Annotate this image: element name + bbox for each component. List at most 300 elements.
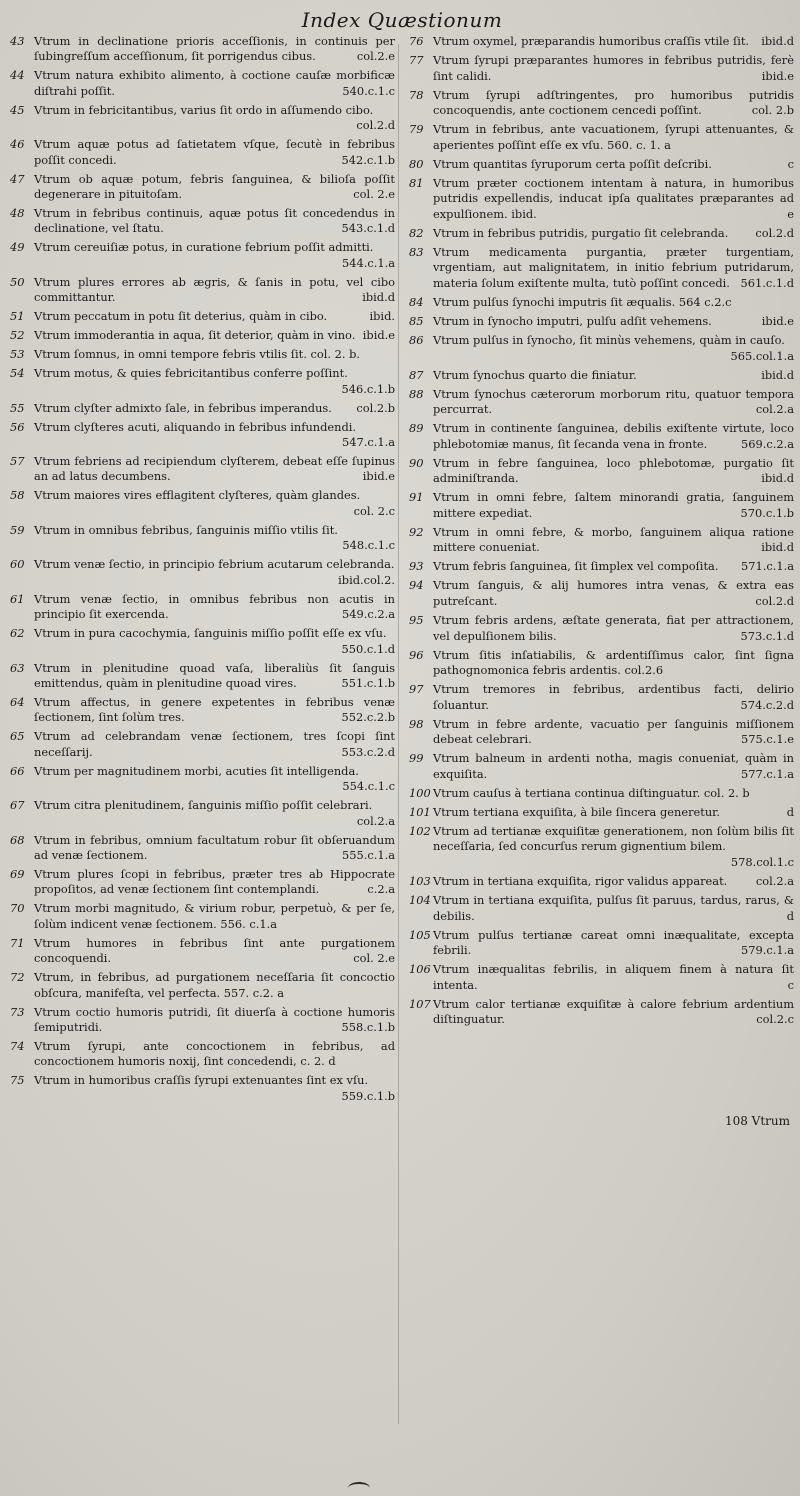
question-number: 87: [409, 367, 424, 382]
question-text: Vtrum in febre ſanguinea, loco phlebotomæ, purgatio ſit adminiſtranda.: [433, 455, 794, 486]
catchword: 108 Vtrum: [724, 1113, 790, 1128]
question-text: Vtrum ob aquæ potum, febris ſanguinea, & bilioſa poſſit degenerare in pituitoſam.: [34, 171, 395, 202]
page-reference: col. 2.c: [353, 503, 395, 518]
page-reference: col. 2.e: [353, 187, 395, 202]
page-reference: 551.c.1.b: [341, 675, 395, 690]
question-text-block: [34, 488, 395, 519]
page-reference: 548.c.1.c: [342, 538, 395, 553]
page-reference: 574.c.2.d: [740, 697, 794, 712]
question-entry: [10, 936, 395, 967]
question-number: 69: [10, 866, 25, 881]
question-number: 90: [409, 455, 424, 470]
question-text: Vtrum natura exhibito alimento, à coctione cauſæ morbificæ diſtrahi poſſit.: [34, 68, 395, 98]
question-text: Vtrum ad celebrandam venæ ſectionem, tres ſcopi ſint neceſſarij.: [34, 729, 395, 759]
question-text: Vtrum febriens ad recipiendum clyſterem, debeat eſſe ſupinus an ad latus decumbens.: [34, 454, 395, 484]
question-text: Vtrum in tertiana exquiſita, pulſus ſit paruus, tardus, rarus, & debilis.: [433, 893, 794, 923]
question-number: 99: [409, 751, 424, 766]
question-entry: [10, 764, 395, 795]
question-text-block: [433, 824, 794, 871]
page-reference: col. 2.e: [353, 951, 395, 966]
question-entry: [409, 717, 794, 748]
page-reference: ibid.e: [362, 469, 395, 484]
question-text: Vtrum pulſus tertianæ careat omni inæqualitate, excepta febrili.: [433, 927, 794, 958]
question-number: 72: [10, 970, 25, 985]
question-entry: [10, 488, 395, 519]
page-reference: ibid.d: [761, 540, 794, 555]
question-number: 66: [10, 763, 25, 778]
question-text: Vtrum aquæ potus ad ſatietatem vſque, ſecutè in febribus poſſit concedi.: [34, 137, 395, 167]
question-text: Vtrum in declinatione prioris acceſſionis, in continuis per ſubingreſſum acceſſionum, ſit porrigendus cibus.: [34, 34, 395, 64]
question-text: Vtrum venæ ſectio, in principio febrium acutarum celebranda.: [34, 557, 395, 572]
question-text: Vtrum plures errores ab ægris, & ſanis in potu, vel cibo committantur.: [34, 274, 395, 305]
index-columns: [10, 34, 794, 1108]
question-entry: [10, 366, 395, 397]
question-number: 43: [10, 34, 25, 48]
question-text-block: [433, 893, 794, 924]
question-number: 104: [409, 893, 431, 908]
question-entry: [10, 275, 395, 306]
page-reference: 549.c.2.a: [341, 607, 395, 622]
question-text: Vtrum motus, & quies febricitantibus conferre poſſint.: [34, 366, 348, 381]
question-text-block: [433, 962, 794, 993]
question-entry: [10, 901, 395, 932]
question-entry: [10, 328, 395, 343]
question-text: Vtrum clyſteres acuti, aliquando in febribus infundendi.: [34, 419, 357, 434]
question-text-block: [433, 53, 794, 84]
question-number: 106: [409, 962, 431, 977]
question-text: Vtrum in febribus putridis, purgatio ſit celebranda.: [433, 225, 729, 240]
question-text-block: [433, 928, 794, 959]
question-entry: [10, 798, 395, 829]
question-number: 98: [409, 716, 424, 731]
question-entry: [10, 309, 395, 324]
question-entry: [409, 962, 794, 993]
question-text-block: [34, 328, 395, 343]
page-reference: 578.col.1.c: [730, 855, 794, 870]
question-text: Vtrum venæ ſectio, in omnibus febribus non acutis in principio ſit exercenda.: [34, 591, 395, 622]
question-entry: [10, 347, 395, 362]
question-number: 74: [10, 1038, 25, 1053]
question-text: Vtrum ſyrupi, ante concoctionem in febribus, ad concoctionem humoris noxij, ſint concedendi, c. 2. d: [34, 1038, 395, 1069]
question-number: 82: [409, 225, 424, 240]
page-reference: 558.c.1.b: [341, 1019, 395, 1034]
question-text: Vtrum in plenitudine quoad vaſa, liberaliùs ſit ſanguis emittendus, quàm in plenitudine quoad vires.: [34, 660, 395, 690]
question-text-block: [34, 626, 395, 657]
question-text: Vtrum ad tertianæ exquiſitæ generationem, non ſolùm bilis ſit neceſſaria, ſed concurſus rerum gignentium bilem.: [433, 823, 794, 854]
question-number: 101: [409, 804, 431, 819]
question-number: 73: [10, 1004, 25, 1019]
question-text: Vtrum quantitas ſyruporum certa poſſit deſcribi.: [433, 156, 712, 171]
question-text: Vtrum in tertiana exquiſita, rigor validus appareat.: [433, 874, 728, 889]
page-reference: 555.c.1.a: [341, 847, 395, 862]
question-number: 55: [10, 400, 25, 415]
question-entry: [10, 420, 395, 451]
question-entry: [409, 34, 794, 50]
question-text-block: [34, 420, 395, 451]
question-text-block: [433, 997, 794, 1028]
question-text-block: [34, 103, 395, 134]
question-text-block: [34, 523, 395, 554]
question-number: 85: [409, 314, 424, 329]
question-text: Vtrum in febribus, ante vacuationem, ſyrupi attenuantes, & aperientes poſſint eſſe ex vſu. 560. c. 1. a: [433, 122, 794, 152]
question-text-block: [433, 874, 794, 890]
question-text: Vtrum, in febribus, ad purgationem neceſſaria ſit concoctio obſcura, manifeſta, vel perfecta. 557. c.2. a: [34, 970, 395, 1000]
question-text: Vtrum in ſynocho imputri, pulſu adſit vehemens.: [433, 314, 712, 329]
question-text: Vtrum ſomnus, in omni tempore febris vtilis ſit. col. 2. b.: [34, 347, 360, 362]
question-text-block: [433, 805, 794, 821]
page-reference: 552.c.2.b: [341, 710, 395, 725]
question-entry: [10, 867, 395, 898]
question-entry: [10, 626, 395, 657]
question-number: 89: [409, 421, 424, 436]
question-entry: [10, 34, 395, 65]
page-reference: 542.c.1.b: [341, 152, 395, 167]
question-text: Vtrum citra plenitudinem, ſanguinis miſſio poſſit celebrari.: [34, 798, 373, 813]
page-reference: c.2.a: [367, 882, 395, 897]
question-text: Vtrum præter coctionem intentam à natura, in humoribus putridis expellendis, inducat ipſa qualitates præparantes ad expulſionem. ibid.: [433, 175, 794, 221]
column-divider: [398, 44, 399, 1424]
page-reference: d: [786, 908, 794, 923]
page-reference: d: [786, 804, 794, 819]
question-text-block: [433, 456, 794, 487]
question-number: 100: [409, 785, 431, 800]
question-number: 79: [409, 122, 424, 137]
question-text-block: [34, 936, 395, 967]
question-text-block: [433, 578, 794, 609]
question-text-block: [433, 648, 794, 679]
page-reference: 547.c.1.a: [341, 435, 395, 450]
question-text-block: [433, 295, 794, 311]
page-reference: col.2.a: [755, 874, 794, 889]
question-entry: [409, 928, 794, 959]
question-text-block: [433, 157, 794, 173]
page-reference: col.2.d: [356, 118, 395, 133]
question-text: Vtrum in omni febre, & morbo, ſanguinem aliqua ratione mittere conueniat.: [433, 524, 794, 555]
page-reference: 540.c.1.c: [342, 83, 395, 98]
page-reference: 569.c.2.a: [740, 436, 794, 451]
question-number: 94: [409, 578, 424, 593]
question-text-block: [433, 717, 794, 748]
question-entry: [409, 648, 794, 679]
question-text: Vtrum ſynochus quarto die finiatur.: [433, 367, 637, 382]
question-number: 65: [10, 729, 25, 744]
page-reference: col.2.c: [756, 1012, 794, 1027]
question-number: 86: [409, 333, 424, 347]
question-text-block: [34, 695, 395, 726]
question-number: 96: [409, 647, 424, 662]
question-number: 83: [409, 244, 424, 259]
question-entry: [409, 682, 794, 713]
question-entry: [409, 387, 794, 418]
page-reference: 561.c.1.d: [740, 276, 794, 291]
question-text: Vtrum peccatum in potu ſit deterius, quàm in cibo.: [34, 309, 328, 324]
question-text-block: [34, 867, 395, 898]
question-entry: [409, 368, 794, 384]
question-text-block: [34, 1005, 395, 1036]
question-text: Vtrum in continente ſanguinea, debilis exiſtente virtute, loco phlebotomiæ manus, ſit ſecanda vena in fronte.: [433, 421, 794, 451]
question-number: 61: [10, 591, 25, 606]
question-entry: [409, 157, 794, 173]
question-text: Vtrum in humoribus craſſis ſyrupi extenuantes ſint ex vſu.: [34, 1073, 369, 1088]
page-reference: ibid.d: [761, 367, 794, 382]
question-number: 58: [10, 488, 25, 503]
question-entry: [10, 695, 395, 726]
question-number: 91: [409, 490, 424, 505]
question-text-block: [34, 347, 395, 362]
question-text: Vtrum ſyrupi adſtringentes, pro humoribus putridis concoquendis, ante coctionem cencedi poſſint.: [433, 87, 794, 118]
question-text-block: [433, 226, 794, 242]
question-text-block: [34, 592, 395, 623]
question-text: Vtrum ſyrupi præparantes humores in febribus putridis, ferè ſint calidi.: [433, 52, 794, 83]
question-text-block: [34, 833, 395, 864]
question-text: Vtrum in pura cacochymia, ſanguinis miſſio poſſit eſſe ex vſu.: [34, 626, 387, 641]
question-entry: [10, 833, 395, 864]
question-entry: [409, 525, 794, 556]
question-entry: [409, 578, 794, 609]
question-text-block: [433, 387, 794, 418]
page-reference: ibid.e: [761, 314, 794, 329]
question-entry: [409, 874, 794, 890]
question-number: 93: [409, 559, 424, 574]
question-text-block: [34, 401, 395, 416]
page-reference: 575.c.1.e: [741, 732, 794, 747]
question-number: 84: [409, 295, 424, 310]
question-entry: [10, 592, 395, 623]
page-title: Index Quæstionum: [301, 8, 503, 32]
question-text: Vtrum tertiana exquiſita, à bile ſincera generetur.: [433, 804, 720, 819]
question-entry: [409, 456, 794, 487]
question-number: 88: [409, 386, 424, 401]
page-reference: 559.c.1.b: [341, 1088, 395, 1103]
page-reference: col. 2.b: [751, 103, 794, 118]
question-text-block: [433, 421, 794, 452]
question-number: 105: [409, 927, 431, 942]
question-text-block: [34, 172, 395, 203]
question-number: 67: [10, 798, 25, 813]
question-text-block: [34, 68, 395, 99]
question-text: Vtrum balneum in ardenti notha, magis conueniat, quàm in exquiſita.: [433, 751, 794, 781]
question-text: Vtrum in febre ardente, vacuatio per ſanguinis miſſionem debeat celebrari.: [433, 716, 794, 747]
question-text-block: [433, 88, 794, 119]
question-text-block: [34, 240, 395, 271]
question-text: Vtrum coctio humoris putridi, ſit diuerſa à coctione humoris ſemiputridi.: [34, 1004, 395, 1034]
page-fold-mark: [348, 1482, 370, 1494]
question-number: 57: [10, 454, 25, 469]
question-number: 45: [10, 102, 25, 117]
page-reference: col.2.b: [356, 400, 395, 415]
question-number: 77: [409, 52, 424, 67]
question-entry: [10, 137, 395, 168]
question-number: 81: [409, 175, 424, 190]
question-entry: [10, 557, 395, 588]
question-text-block: [433, 490, 794, 521]
question-text-block: [34, 970, 395, 1001]
question-entry: [409, 613, 794, 644]
question-number: 44: [10, 68, 25, 83]
question-text-block: [34, 309, 395, 324]
question-number: 64: [10, 694, 25, 709]
question-number: 76: [409, 34, 424, 48]
page-reference: 546.c.1.b: [341, 381, 395, 396]
page-reference: col.2.d: [755, 225, 794, 240]
page-reference: e: [787, 206, 794, 221]
left-column: [10, 34, 399, 1108]
question-number: 53: [10, 347, 25, 362]
page-reference: 553.c.2.d: [341, 744, 395, 759]
question-entry: [409, 751, 794, 782]
question-number: 63: [10, 660, 25, 675]
question-text-block: [34, 557, 395, 588]
question-entry: [409, 559, 794, 575]
question-entry: [409, 490, 794, 521]
question-text-block: [34, 661, 395, 692]
question-number: 48: [10, 206, 25, 221]
page-reference: 570.c.1.b: [740, 505, 794, 520]
page-reference: ibid.d: [761, 471, 794, 486]
page-reference: 571.c.1.a: [740, 559, 794, 574]
question-text-block: [34, 275, 395, 306]
question-text: Vtrum medicamenta purgantia, præter turgentiam, vrgentiam, aut malignitatem, in initio febrium putridarum, materia ſolum exiſtente multa, tutò poſſint concedi.: [433, 244, 794, 291]
question-text-block: [34, 366, 395, 397]
question-text-block: [433, 525, 794, 556]
question-text-block: [433, 613, 794, 644]
question-text: Vtrum inæqualitas febrilis, in aliquem finem à natura ſit intenta.: [433, 962, 794, 992]
question-number: 107: [409, 996, 431, 1011]
page-reference: col.2.a: [356, 813, 395, 828]
right-column: [409, 34, 794, 1108]
question-number: 49: [10, 240, 25, 255]
question-text: Vtrum humores in febribus ſint ante purgationem concoquendi.: [34, 935, 395, 966]
page-reference: col.2.d: [755, 594, 794, 609]
question-text: Vtrum in febribus continuis, aquæ potus ſit concedendus in declinatione, vel ſtatu.: [34, 206, 395, 236]
question-entry: [409, 893, 794, 924]
question-text: Vtrum in febricitantibus, varius ſit ordo in aſſumendo cibo.: [34, 102, 374, 117]
question-number: 78: [409, 87, 424, 102]
page-reference: 573.c.1.d: [740, 628, 794, 643]
question-number: 75: [10, 1073, 25, 1088]
question-number: 92: [409, 524, 424, 539]
question-text: Vtrum cauſus à tertiana continua diſtinguatur. col. 2. b: [433, 785, 750, 800]
question-entry: [409, 824, 794, 871]
question-text-block: [433, 333, 794, 364]
question-text: Vtrum pulſus in ſynocho, ſit minùs vehemens, quàm in cauſo.: [433, 333, 785, 347]
page-reference: ibid.col.2.: [338, 572, 395, 587]
question-number: 102: [409, 823, 431, 838]
page-reference: ibid.: [369, 309, 395, 324]
question-text-block: [433, 34, 794, 50]
question-text-block: [34, 206, 395, 237]
question-number: 56: [10, 419, 25, 434]
question-text-block: [433, 682, 794, 713]
page-reference: c: [787, 156, 794, 171]
question-entry: [10, 103, 395, 134]
question-text-block: [34, 34, 395, 65]
question-text-block: [433, 122, 794, 153]
question-text-block: [433, 245, 794, 292]
question-text: Vtrum oxymel, præparandis humoribus craſſis vtile ſit.: [433, 34, 750, 48]
question-text: Vtrum ſitis inſatiabilis, & ardentiſſimus calor, ſint ſigna pathognomonica febris ardentis. col.2.6: [433, 647, 794, 678]
question-number: 50: [10, 274, 25, 289]
question-entry: [409, 176, 794, 223]
question-entry: [409, 245, 794, 292]
question-number: 62: [10, 626, 25, 641]
question-number: 47: [10, 171, 25, 186]
page-reference: ibid.d: [761, 34, 794, 48]
question-text: Vtrum ſanguis, & alij humores intra venas, & extra eas putreſcant.: [433, 578, 794, 609]
question-entry: [10, 1005, 395, 1036]
page-reference: 554.c.1.c: [342, 779, 395, 794]
question-entry: [409, 314, 794, 330]
question-entry: [409, 805, 794, 821]
question-entry: [10, 240, 395, 271]
question-text: Vtrum maiores vires efflagitent clyſteres, quàm glandes.: [34, 488, 361, 503]
question-entry: [10, 172, 395, 203]
question-entry: [10, 1039, 395, 1070]
question-number: 59: [10, 522, 25, 537]
question-entry: [409, 53, 794, 84]
question-entry: [409, 295, 794, 311]
question-text: Vtrum in febribus, omnium facultatum robur ſit obſeruandum ad venæ ſectionem.: [34, 832, 395, 862]
question-entry: [10, 523, 395, 554]
question-text: Vtrum clyſter admixto ſale, in febribus imperandus.: [34, 400, 332, 415]
page-reference: 565.col.1.a: [730, 348, 794, 363]
question-text-block: [433, 314, 794, 330]
question-entry: [409, 997, 794, 1028]
question-number: 97: [409, 682, 424, 697]
page-reference: ibid.e: [761, 68, 794, 83]
question-number: 103: [409, 874, 431, 889]
question-entry: [10, 1073, 395, 1104]
question-text: Vtrum pulſus ſynochi imputris ſit æqualis. 564 c.2.c: [433, 295, 732, 310]
question-number: 52: [10, 328, 25, 343]
question-text-block: [34, 764, 395, 795]
question-entry: [409, 333, 794, 364]
question-text-block: [34, 1039, 395, 1070]
question-number: 68: [10, 832, 25, 847]
question-text: Vtrum febris ardens, æſtate generata, fiat per attractionem, vel depulſionem bilis.: [433, 613, 794, 643]
question-entry: [409, 226, 794, 242]
question-number: 46: [10, 137, 25, 152]
question-entry: [409, 122, 794, 153]
question-entry: [10, 454, 395, 485]
question-text-block: [433, 751, 794, 782]
question-number: 70: [10, 901, 25, 916]
question-entry: [10, 206, 395, 237]
question-text: Vtrum morbi magnitudo, & virium robur, perpetuò, & per ſe, ſolùm indicent venæ ſectionem. 556. c.1.a: [34, 901, 395, 931]
question-text: Vtrum febris ſanguinea, ſit ſimplex vel compoſita.: [433, 559, 719, 574]
question-number: 54: [10, 366, 25, 381]
question-number: 71: [10, 935, 25, 950]
question-entry: [10, 661, 395, 692]
page-reference: 577.c.1.a: [740, 766, 794, 781]
page-reference: ibid.e: [362, 328, 395, 343]
page-reference: 579.c.1.a: [740, 943, 794, 958]
question-text-block: [34, 798, 395, 829]
question-text: Vtrum in omni febre, ſaltem minorandi gratia, ſanguinem mittere expediat.: [433, 490, 794, 520]
question-number: 51: [10, 309, 25, 324]
question-text: Vtrum immoderantia in aqua, ſit deterior, quàm in vino.: [34, 328, 356, 343]
question-entry: [409, 88, 794, 119]
question-text-block: [34, 137, 395, 168]
question-entry: [409, 786, 794, 802]
page-reference: 543.c.1.d: [341, 221, 395, 236]
question-text-block: [433, 368, 794, 384]
question-entry: [10, 68, 395, 99]
question-text-block: [34, 729, 395, 760]
question-number: 80: [409, 156, 424, 171]
question-number: 95: [409, 613, 424, 628]
question-text: Vtrum plures ſcopi in febribus, præter tres ab Hippocrate propoſitos, ad venæ ſectionem ſint contemplandi.: [34, 866, 395, 897]
